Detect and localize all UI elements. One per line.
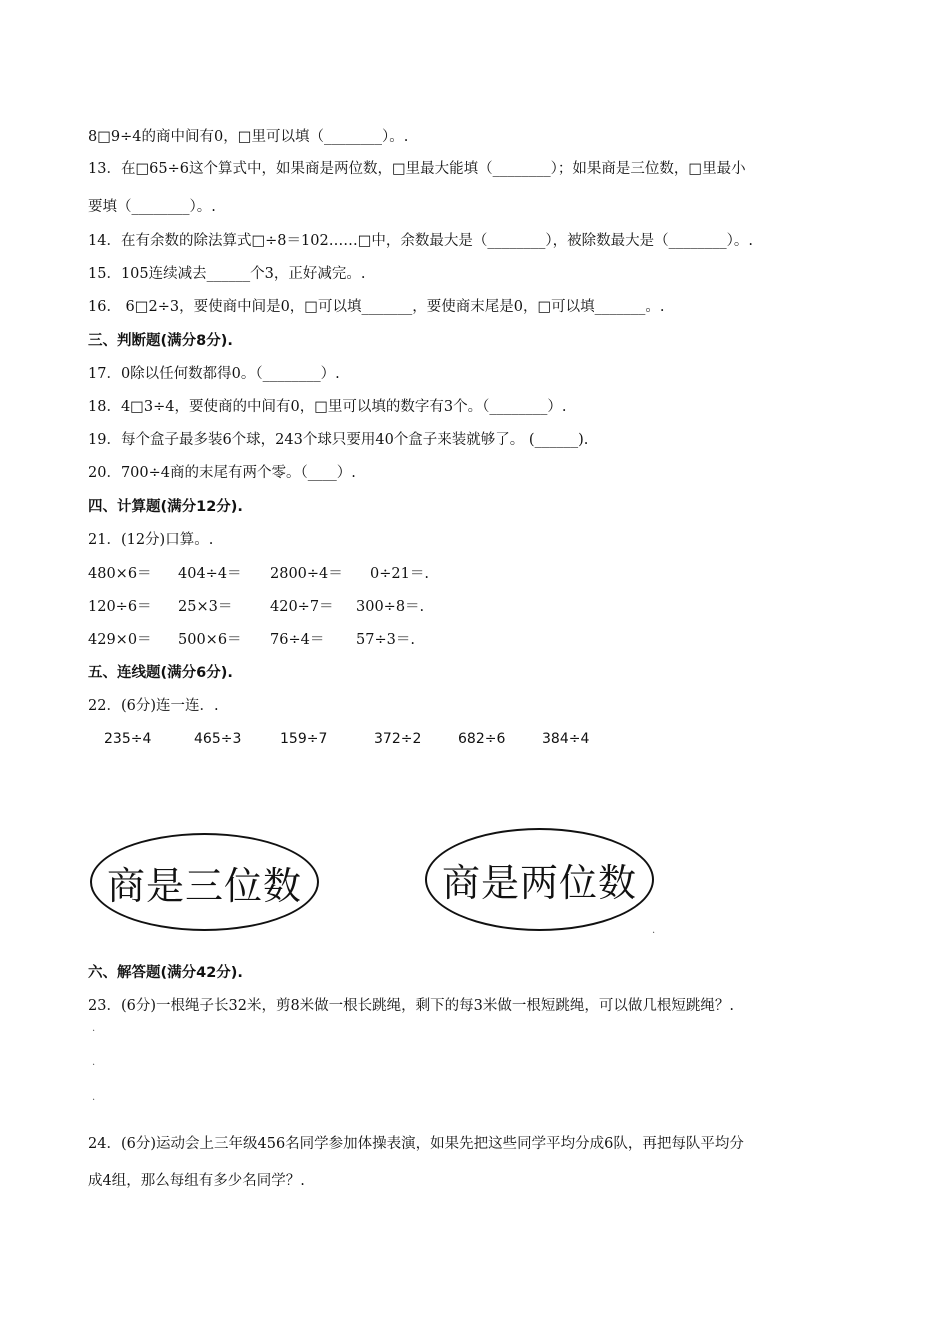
question-15: 15．105连续减去______个3，正好减完。. [88, 266, 366, 282]
calc-item: 0÷21＝. [370, 566, 429, 582]
expression-item[interactable]: 235÷4 [104, 731, 152, 747]
question-13-line1: 13．在□65÷6这个算式中，如果商是两位数，□里最大能填（________）；如果商是三位数，□里最小 [88, 161, 746, 177]
calc-item: 404÷4＝ [178, 566, 242, 582]
question-20: 20．700÷4商的末尾有两个零。（____）. [88, 465, 356, 481]
oval-label: 商是三位数 [106, 863, 302, 908]
expression-item[interactable]: 384÷4 [542, 731, 590, 747]
calc-item: 300÷8＝. [356, 599, 425, 615]
calc-item: 2800÷4＝ [270, 566, 343, 582]
calc-item: 76÷4＝ [270, 632, 325, 648]
section-4-heading: 四、计算题(满分12分). [88, 499, 243, 515]
expression-item[interactable]: 465÷3 [194, 731, 242, 747]
calc-item: 420÷7＝ [270, 599, 334, 615]
dot-mark: . [652, 925, 656, 936]
calc-item: 500×6＝ [178, 632, 242, 648]
question-12: 8□9÷4的商中间有0，□里可以填（________）。. [88, 129, 409, 145]
question-24-line1: 24．(6分)运动会上三年级456名同学参加体操表演，如果先把这些同学平均分成6队，再把每队平均分 [88, 1136, 744, 1152]
question-14: 14．在有余数的除法算式□÷8＝102……□中，余数最大是（________），被除数最大是（________）。. [88, 233, 754, 249]
oval-three-digit-quotient[interactable] [90, 833, 319, 931]
question-19: 19．每个盒子最多装6个球，243个球只要用40个盒子来装就够了。 (______). [88, 432, 589, 448]
question-16: 16． 6□2÷3，要使商中间是0，□可以填_______，要使商末尾是0，□可以填_______。. [88, 299, 665, 315]
oval-two-digit-quotient[interactable] [425, 828, 654, 931]
section-6-heading: 六、解答题(满分42分). [88, 965, 243, 981]
expression-item[interactable]: 682÷6 [458, 731, 506, 747]
oval-label: 商是两位数 [441, 861, 637, 905]
dot-mark: . [92, 1092, 96, 1103]
section-3-heading: 三、判断题(满分8分). [88, 333, 233, 349]
question-13-line2: 要填（________）。. [88, 199, 216, 215]
calc-item: 480×6＝ [88, 566, 152, 582]
calc-item: 25×3＝ [178, 599, 233, 615]
question-24-line2: 成4组，那么每组有多少名同学？. [88, 1173, 305, 1189]
dot-mark: . [92, 1023, 96, 1034]
division-expressions [104, 730, 589, 748]
calc-row [88, 631, 415, 649]
question-17: 17．0除以任何数都得0。（________）. [88, 366, 340, 382]
calc-item: 429×0＝ [88, 632, 152, 648]
calc-row [88, 598, 424, 616]
calc-item: 57÷3＝. [356, 632, 415, 648]
dot-mark: . [92, 1057, 96, 1068]
question-23: 23．(6分)一根绳子长32米，剪8米做一根长跳绳，剩下的每3米做一根短跳绳，可以做几根短跳绳？. [88, 998, 734, 1014]
question-22: 22．(6分)连一连．. [88, 698, 219, 714]
expression-item[interactable]: 372÷2 [374, 731, 422, 747]
question-18: 18．4□3÷4，要使商的中间有0，□里可以填的数字有3个。（________）. [88, 399, 567, 415]
calc-item: 120÷6＝ [88, 599, 152, 615]
calc-row [88, 565, 429, 583]
expression-item[interactable]: 159÷7 [280, 731, 328, 747]
question-21: 21．(12分)口算。. [88, 532, 214, 548]
section-5-heading: 五、连线题(满分6分). [88, 665, 233, 681]
